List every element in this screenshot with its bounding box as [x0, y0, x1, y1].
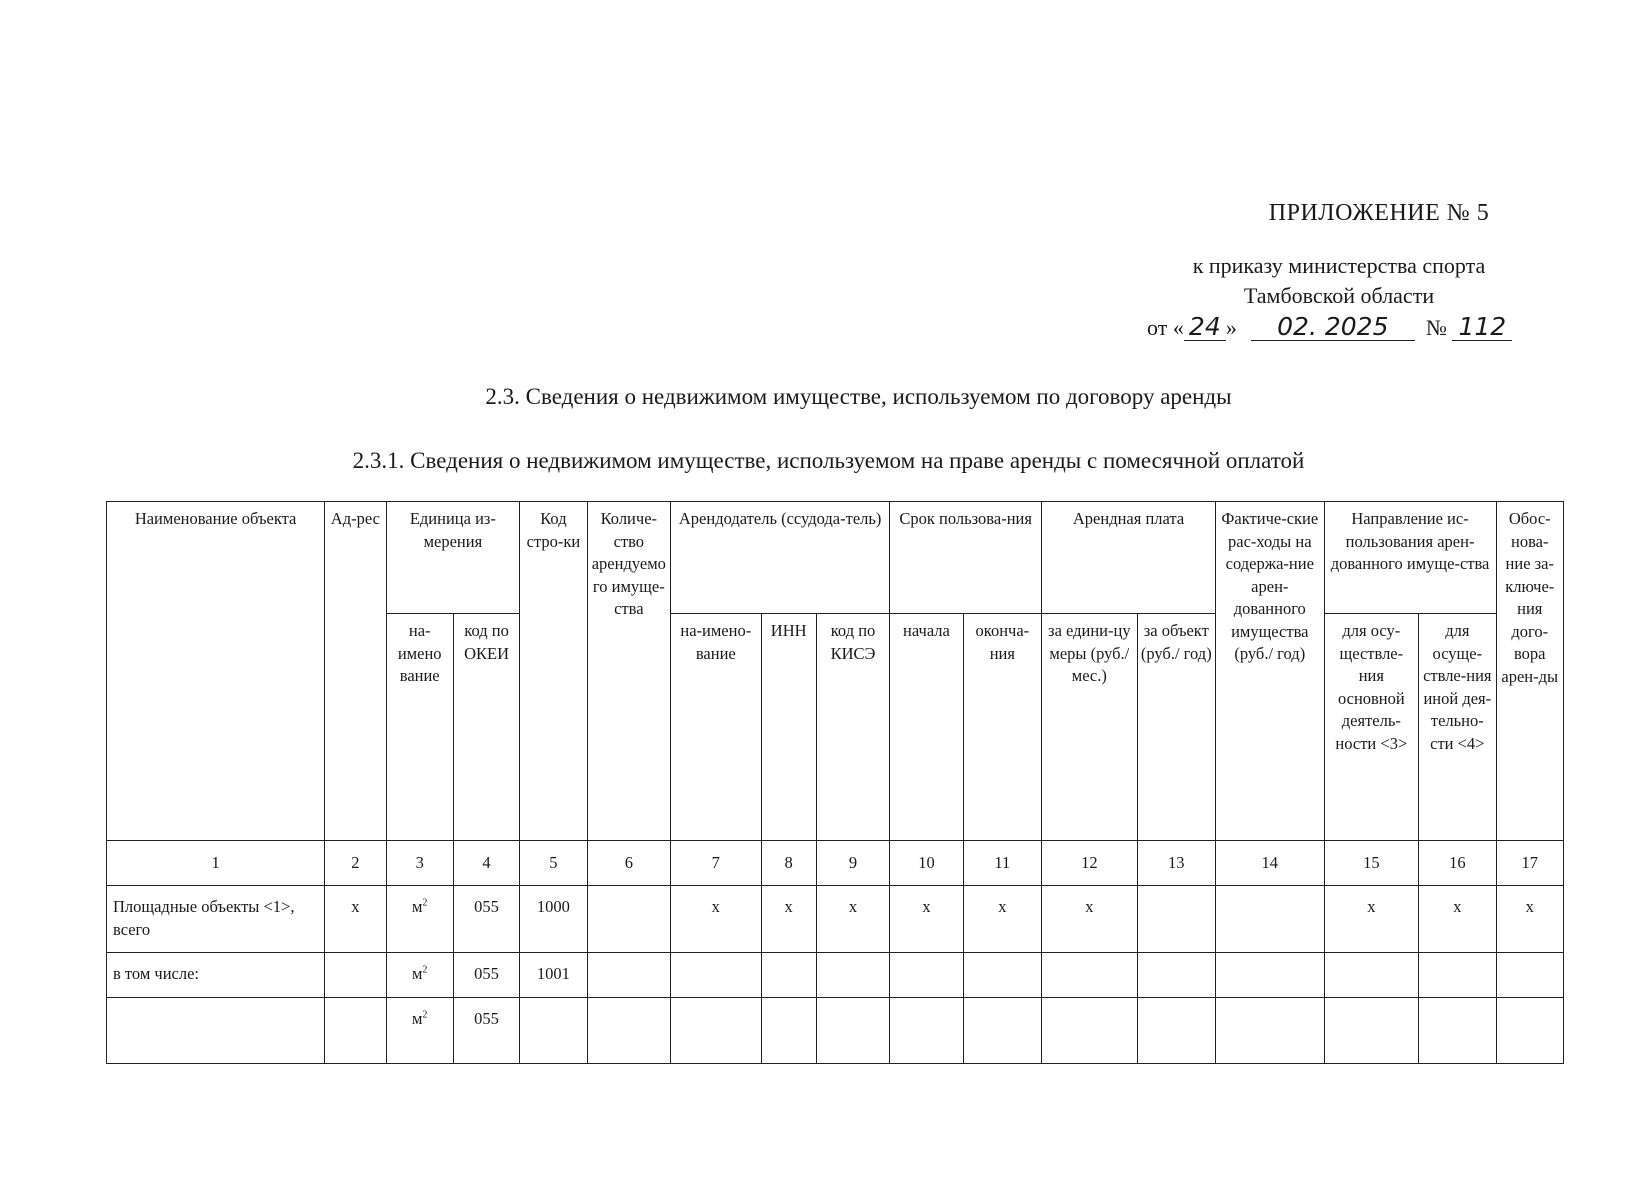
- table-cell: [1137, 953, 1215, 998]
- unit-superscript: 2: [422, 964, 428, 976]
- table-cell: x: [1496, 886, 1563, 953]
- header-lessor-name: на-имено-вание: [671, 614, 761, 841]
- column-number: 15: [1324, 841, 1419, 886]
- date-month-year: 02. 2025: [1251, 314, 1415, 341]
- unit-cell: [386, 886, 453, 953]
- unit-name: м: [411, 897, 423, 916]
- header-usage-main: для осу-ществле-ния основной деятель-ности <3>: [1324, 614, 1419, 841]
- header-rent-unit: за едини-цу меры (руб./ мес.): [1042, 614, 1138, 841]
- column-number: 5: [520, 841, 587, 886]
- column-number: 4: [453, 841, 519, 886]
- table-cell: [761, 953, 816, 998]
- table-cell: [671, 953, 761, 998]
- order-date-line: [1129, 311, 1549, 345]
- table-cell: x: [1042, 886, 1138, 953]
- table-cell: x: [1419, 886, 1496, 953]
- column-number: 8: [761, 841, 816, 886]
- table-cell: [1419, 998, 1496, 1064]
- table-cell: [587, 998, 670, 1064]
- header-rent: Арендная плата: [1042, 502, 1216, 614]
- table-cell: x: [816, 886, 889, 953]
- table-cell: [816, 998, 889, 1064]
- table-cell: x: [325, 886, 386, 953]
- table-row: [107, 886, 1564, 953]
- table-cell: [1324, 953, 1419, 998]
- column-number: 1: [107, 841, 325, 886]
- header-address: Ад-рес: [325, 502, 386, 841]
- table-cell: [761, 998, 816, 1064]
- unit-name: м: [411, 964, 423, 983]
- row-name: [107, 998, 325, 1064]
- section-title: 2.3. Сведения о недвижимом имуществе, используемом по договору аренды: [485, 384, 1232, 409]
- column-number: 14: [1216, 841, 1325, 886]
- table-cell: [1216, 998, 1325, 1064]
- row-name: в том числе:: [107, 953, 325, 998]
- unit-superscript: 2: [422, 1009, 428, 1021]
- header-lessor: Арендодатель (ссудода-тель): [671, 502, 890, 614]
- header-lessor-kise: код по КИСЭ: [816, 614, 889, 841]
- table-cell: [816, 953, 889, 998]
- table-cell: 055: [453, 953, 519, 998]
- header-unit: Единица из-мерения: [386, 502, 520, 614]
- table-cell: [890, 953, 963, 998]
- table-cell: [671, 998, 761, 1064]
- unit-superscript: 2: [422, 897, 428, 909]
- table-cell: [587, 953, 670, 998]
- column-number: 7: [671, 841, 761, 886]
- table-cell: [1137, 998, 1215, 1064]
- table-cell: 055: [453, 998, 519, 1064]
- appendix-header: [1129, 200, 1549, 345]
- column-number: 2: [325, 841, 386, 886]
- table-cell: 1000: [520, 886, 587, 953]
- table-cell: [1496, 953, 1563, 998]
- column-number: 17: [1496, 841, 1563, 886]
- column-number: 9: [816, 841, 889, 886]
- table-cell: x: [761, 886, 816, 953]
- table-row: [107, 953, 1564, 998]
- header-usage: Направление ис-пользования арен-дованного имуще-ства: [1324, 502, 1496, 614]
- unit-cell: [386, 953, 453, 998]
- column-number: 16: [1419, 841, 1496, 886]
- table-cell: 055: [453, 886, 519, 953]
- column-number-row: [107, 841, 1564, 886]
- table-cell: [1042, 998, 1138, 1064]
- table-row: [107, 998, 1564, 1064]
- table-cell: [1216, 953, 1325, 998]
- table-cell: [963, 953, 1041, 998]
- column-number: 12: [1042, 841, 1138, 886]
- table-cell: [1216, 886, 1325, 953]
- column-number: 10: [890, 841, 963, 886]
- order-reference-line1: к приказу министерства спорта: [1192, 253, 1486, 278]
- table-cell: [1042, 953, 1138, 998]
- header-row-top: [107, 502, 1564, 614]
- date-day: 24: [1184, 314, 1226, 341]
- table-cell: [1137, 886, 1215, 953]
- row-name: Площадные объекты <1>, всего: [107, 886, 325, 953]
- header-term-end: оконча-ния: [963, 614, 1041, 841]
- header-term: Срок пользова-ния: [890, 502, 1042, 614]
- table-cell: x: [1324, 886, 1419, 953]
- table-cell: x: [963, 886, 1041, 953]
- section-subtitle: 2.3.1. Сведения о недвижимом имуществе, используемом на праве аренды с помесячной оплатой: [352, 448, 1305, 473]
- rent-property-table: [106, 501, 1564, 1064]
- header-rent-object: за объект (руб./ год): [1137, 614, 1215, 841]
- header-unit-okei: код по ОКЕИ: [453, 614, 519, 841]
- header-term-start: начала: [890, 614, 963, 841]
- column-number: 13: [1137, 841, 1215, 886]
- table-cell: [587, 886, 670, 953]
- unit-name: м: [411, 1009, 423, 1028]
- number-sign: №: [1425, 315, 1447, 340]
- table-cell: [520, 998, 587, 1064]
- column-number: 3: [386, 841, 453, 886]
- table-cell: 1001: [520, 953, 587, 998]
- column-number: 11: [963, 841, 1041, 886]
- header-quantity: Количе-ство арендуемого имуще-ства: [587, 502, 670, 841]
- header-usage-other: для осуще-ствле-ния иной дея-тельно-сти <4>: [1419, 614, 1496, 841]
- table-cell: [1496, 998, 1563, 1064]
- table-cell: [890, 998, 963, 1064]
- table-cell: [1419, 953, 1496, 998]
- order-reference-line2: Тамбовской области: [1243, 283, 1435, 308]
- header-row-code: Код стро-ки: [520, 502, 587, 841]
- table-cell: x: [671, 886, 761, 953]
- table-cell: [1324, 998, 1419, 1064]
- date-close-quote: »: [1225, 315, 1237, 340]
- table-cell: x: [890, 886, 963, 953]
- header-name: Наименование объекта: [107, 502, 325, 841]
- column-number: 6: [587, 841, 670, 886]
- header-unit-name: на-имено вание: [386, 614, 453, 841]
- date-prefix: от «: [1147, 315, 1184, 340]
- table-cell: [325, 953, 386, 998]
- header-lessor-inn: ИНН: [761, 614, 816, 841]
- unit-cell: [386, 998, 453, 1064]
- header-basis: Обос-нова-ние за-ключе-ния дого-вора арен-ды: [1496, 502, 1563, 841]
- table-cell: [325, 998, 386, 1064]
- header-actual-costs: Фактиче-ские рас-ходы на содержа-ние арен-дованного имущества (руб./ год): [1216, 502, 1325, 841]
- order-number: 112: [1452, 314, 1512, 341]
- table-cell: [963, 998, 1041, 1064]
- appendix-title: ПРИЛОЖЕНИЕ № 5: [1268, 200, 1490, 226]
